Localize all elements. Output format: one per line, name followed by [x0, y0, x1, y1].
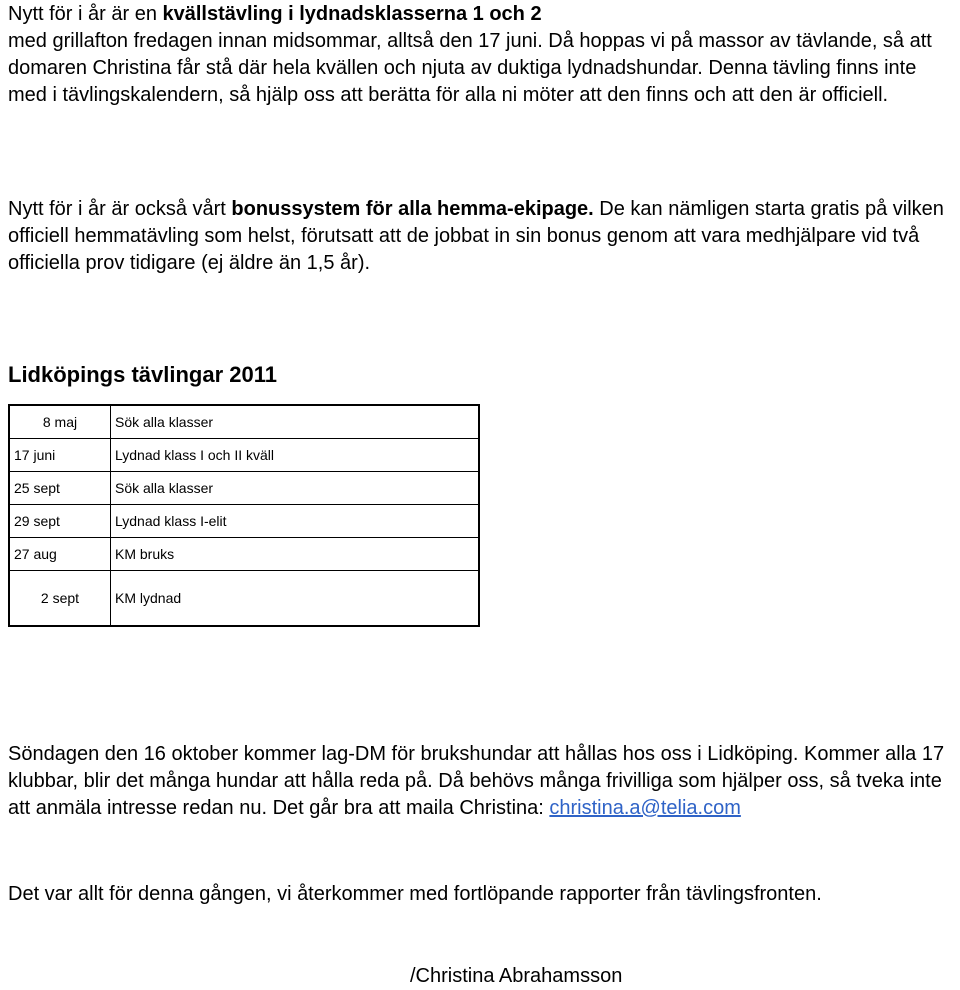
p1-intro-bold: kvällstävling i lydnadsklasserna 1 och 2 — [162, 3, 542, 25]
p3-text: Söndagen den 16 oktober kommer lag-DM för brukshundar att hållas hos oss i Lidköping. Kommer alla 17 klubbar, blir det många hundar att hålla reda på. Då behövs många frivilliga som hjälper oss, så tveka inte att anmäla intresse redan nu. Det går bra att maila Christina: — [8, 743, 945, 819]
paragraph-bonus-system — [8, 196, 958, 277]
schedule-event: Sök alla klasser — [111, 472, 480, 505]
table-row — [9, 505, 479, 538]
paragraph-lag-dm — [8, 741, 958, 822]
table-row — [9, 439, 479, 472]
schedule-heading: Lidköpings tävlingar 2011 — [8, 362, 277, 387]
schedule-date: 8 maj — [9, 405, 111, 439]
table-row — [9, 405, 479, 439]
schedule-date: 17 juni — [9, 439, 111, 472]
schedule-date: 27 aug — [9, 538, 111, 571]
schedule-date: 25 sept — [9, 472, 111, 505]
paragraph-closing: Det var allt för denna gången, vi återkommer med fortlöpande rapporter från tävlingsfronten. — [8, 883, 822, 905]
p1-intro: Nytt för i år är en — [8, 3, 163, 25]
schedule-event: KM lydnad — [111, 571, 480, 627]
schedule-event: KM bruks — [111, 538, 480, 571]
schedule-event: Lydnad klass I-elit — [111, 505, 480, 538]
p2-bold: bonussystem för alla hemma-ekipage. — [231, 198, 594, 220]
signature: /Christina Abrahamsson — [410, 965, 623, 987]
schedule-event: Sök alla klasser — [111, 405, 480, 439]
table-row — [9, 571, 479, 627]
table-row — [9, 472, 479, 505]
schedule-event: Lydnad klass I och II kväll — [111, 439, 480, 472]
p1-rest: med grillafton fredagen innan midsommar, alltså den 17 juni. Då hoppas vi på massor av tävlande, så att domaren Christina får stå där hela kvällen och njuta av duktiga lydnadshundar. Denna tävling finns inte med i tävlingskalendern, så hjälp oss att berätta för alla ni möter att den finns och att den är officiell. — [8, 30, 932, 106]
competition-schedule-table — [8, 404, 480, 627]
p2-rest: De kan nämligen starta gratis på vilken officiell hemmatävling som helst, förutsatt att de jobbat in sin bonus genom att vara medhjälpare vid två officiella prov tidigare (ej äldre än 1,5 år). — [8, 198, 944, 274]
p2-intro: Nytt för i år är också vårt — [8, 198, 232, 220]
email-link[interactable]: christina.a@telia.com — [549, 797, 741, 819]
table-row — [9, 538, 479, 571]
paragraph-evening-competition — [8, 1, 958, 109]
schedule-date: 2 sept — [9, 571, 111, 627]
schedule-date: 29 sept — [9, 505, 111, 538]
